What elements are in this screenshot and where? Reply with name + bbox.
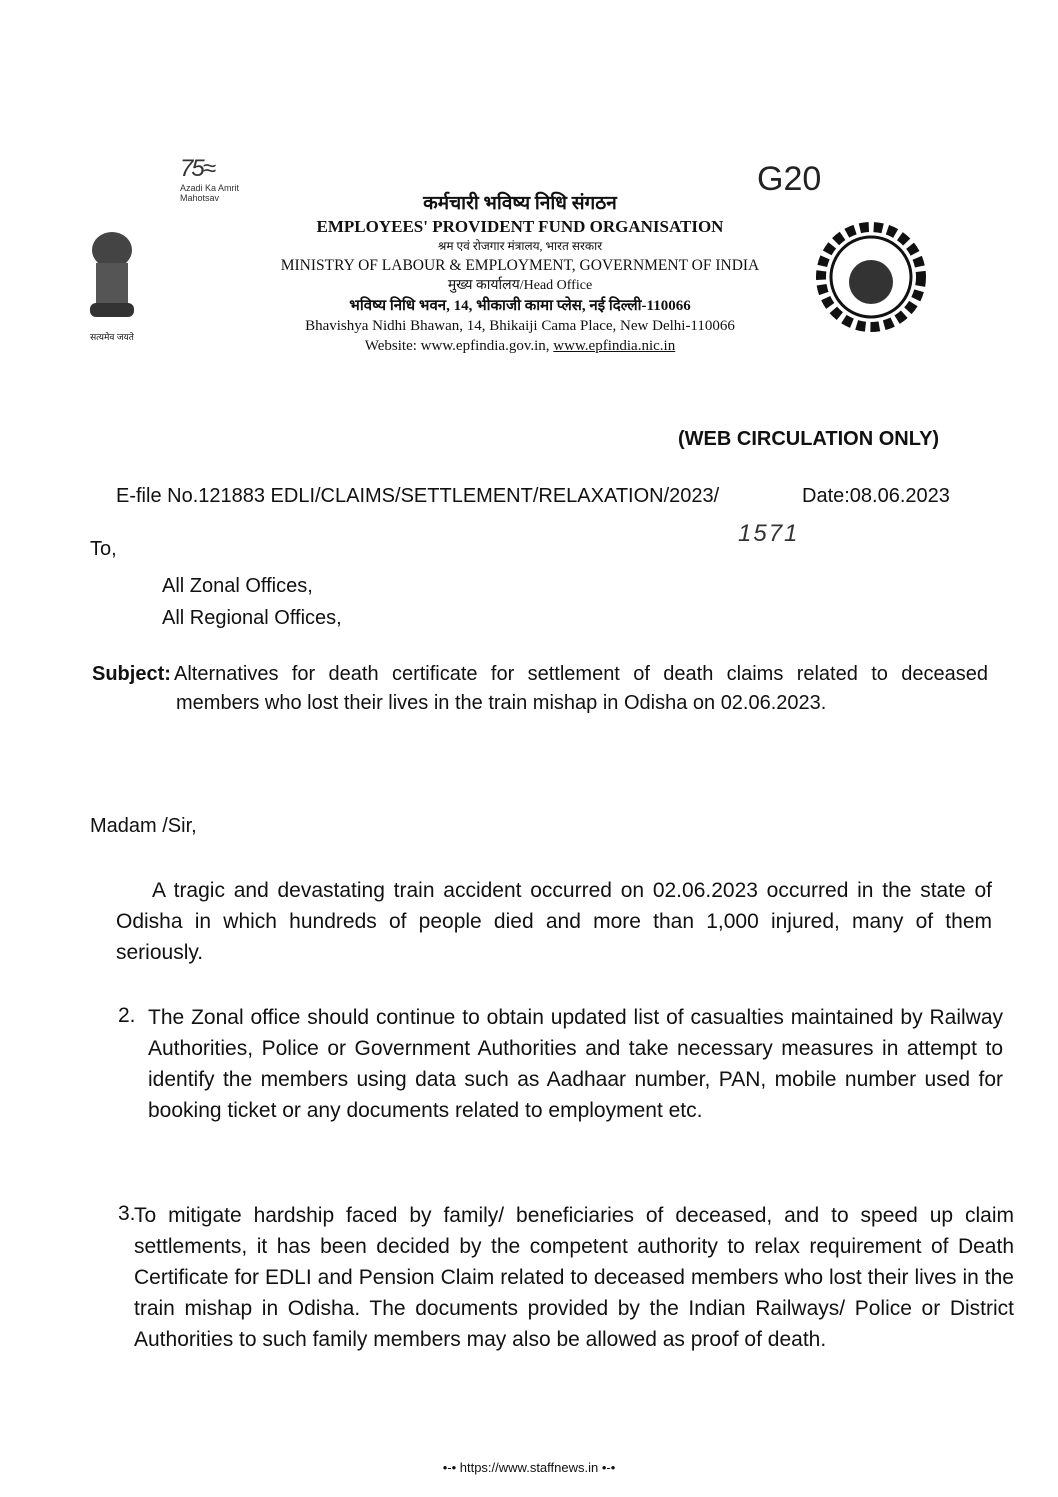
letter-date: Date:08.06.2023 bbox=[802, 485, 950, 507]
paragraph-2-number: 2. bbox=[118, 1004, 136, 1027]
ashoka-emblem-icon bbox=[82, 225, 142, 325]
recipient: All Regional Offices, bbox=[162, 607, 342, 629]
azadi-logo: 75≈ Azadi Ka Amrit Mahotsav bbox=[180, 155, 260, 210]
efile-number: E-file No.121883 EDLI/CLAIMS/SETTLEMENT/RELAXATION/2023/ bbox=[116, 485, 720, 507]
ministry-hindi: श्रम एवं रोजगार मंत्रालय, भारत सरकार bbox=[437, 239, 603, 253]
salutation: Madam /Sir, bbox=[90, 815, 197, 837]
g20-logo: G20 bbox=[757, 160, 822, 198]
azadi-logo-text: Azadi Ka Amrit Mahotsav bbox=[180, 183, 240, 203]
org-name-hindi: कर्मचारी भविष्य निधि संगठन bbox=[423, 193, 617, 214]
footer-link[interactable]: •-• https://www.staffnews.in •-• bbox=[442, 1460, 616, 1475]
recipient: All Zonal Offices, bbox=[162, 575, 313, 597]
circulation-note: (WEB CIRCULATION ONLY) bbox=[678, 428, 940, 450]
national-emblem bbox=[76, 225, 148, 343]
head-office: मुख्य कार्यालय/Head Office bbox=[447, 278, 593, 293]
org-name-english: EMPLOYEES' PROVIDENT FUND ORGANISATION bbox=[316, 217, 724, 236]
handwritten-number: 1571 bbox=[738, 520, 800, 547]
paragraph-3: To mitigate hardship faced by family/ beneficiaries of deceased, and to speed up claim settlements, it has been decided by the competent authority to relax requirement of Death Certificate for EDLI and Pension Claim related to deceased members who lost their lives in the train mishap in Odisha. The documents provided by the Indian Railways/ Police or District Authorities to such family members may also be allowed as proof of death. bbox=[134, 1204, 1014, 1351]
ministry-english: MINISTRY OF LABOUR & EMPLOYMENT, GOVERNMENT OF INDIA bbox=[280, 257, 760, 274]
address-english: Bhavishya Nidhi Bhawan, 14, Bhikaiji Cama Place, New Delhi-110066 bbox=[305, 318, 735, 334]
recipients bbox=[162, 570, 342, 634]
subject-text: Alternatives for death certificate for settlement of death claims related to deceased members who lost their lives in the train mishap in Odisha on 02.06.2023. bbox=[174, 663, 988, 714]
website-link[interactable]: www.epfindia.nic.in bbox=[553, 338, 676, 354]
subject-label: Subject: bbox=[92, 663, 171, 685]
address-hindi: भविष्य निधि भवन, 14, भीकाजी कामा प्लेस, नई दिल्ली-110066 bbox=[349, 298, 691, 314]
paragraph-1: A tragic and devastating train accident occurred on 02.06.2023 occurred in the state of Odisha in which hundreds of people died and more than 1,000 injured, many of them seriously. bbox=[116, 879, 992, 964]
emblem-caption: सत्यमेव जयते bbox=[90, 332, 134, 342]
website-label: Website: www.epfindia.gov.in, bbox=[364, 338, 554, 354]
paragraph-3-number: 3. bbox=[118, 1202, 136, 1225]
to-label: To, bbox=[90, 538, 117, 560]
paragraph-2: The Zonal office should continue to obtain updated list of casualties maintained by Railway Authorities, Police or Government Authorities and take necessary measures in attempt to identify the members using data such as Aadhaar number, PAN, mobile number used for booking ticket or any documents related to employment etc. bbox=[148, 1006, 1003, 1122]
